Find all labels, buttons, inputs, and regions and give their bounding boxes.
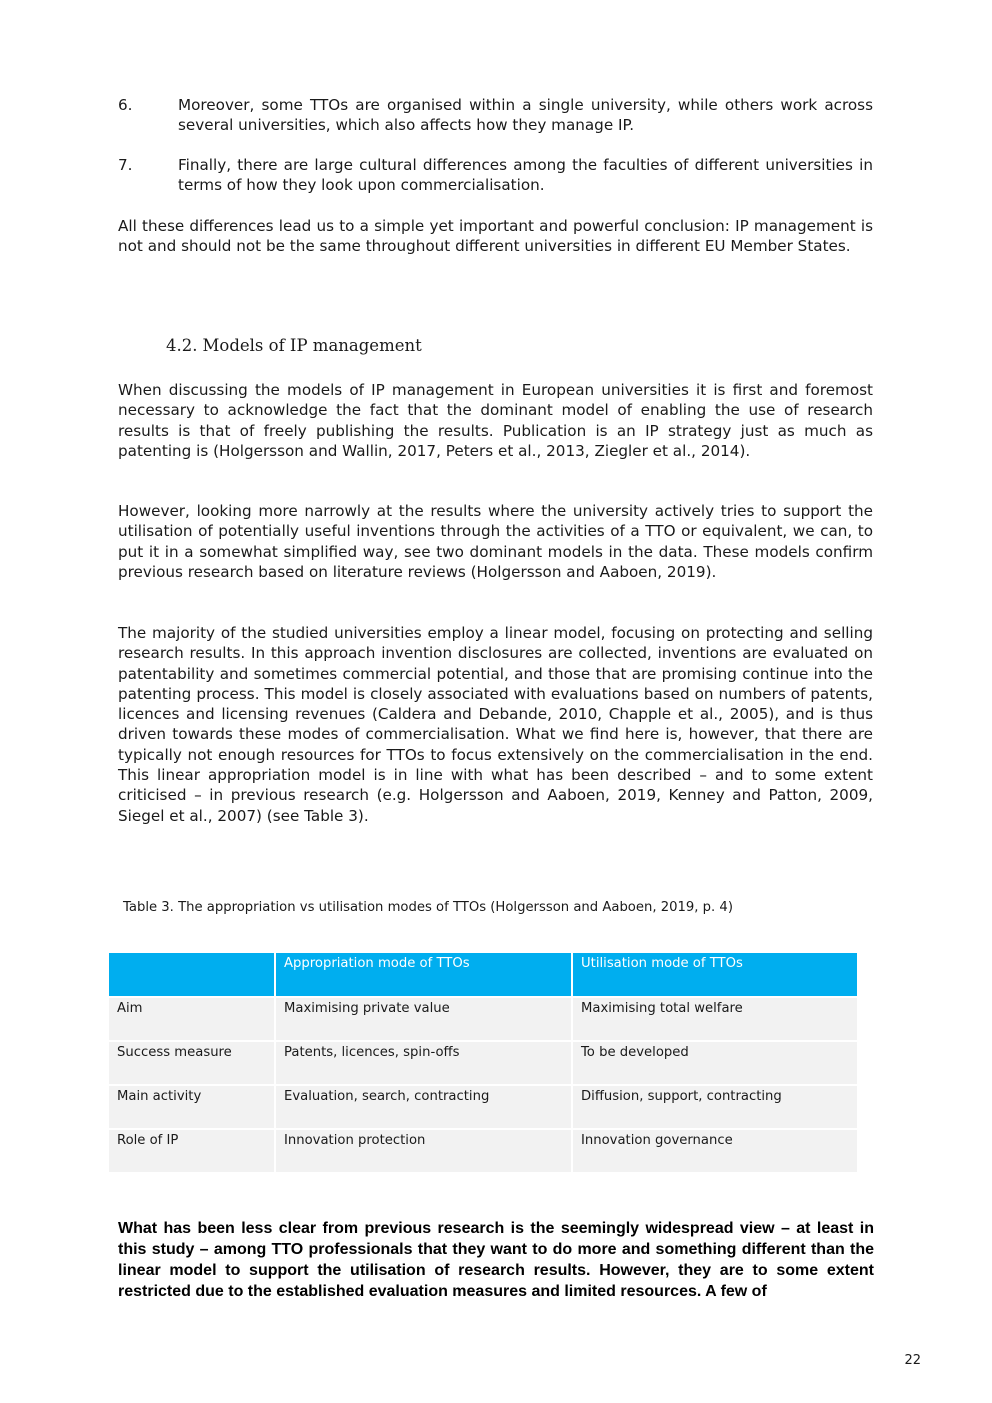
list-item-number: 6.: [118, 96, 133, 114]
body-paragraph: The majority of the studied universities employ a linear model, focusing on protecting and selling research results. In this approach invention disclosures are collected, inventions are evaluated on patentability and sometimes commercial potential, and those that are promising continue into the patenting process. This model is closely associated with evaluations based on numbers of patents, licences and licensing revenues (Caldera and Debande, 2010, Chapple et al., 2005), and is thus driven towards these modes of commercialisation. What we find here is, however, that there are typically not enough resources for TTOs to focus extensively on the commercialisation in the end. This linear appropriation model is in line with what has been described – and to some extent criticised – in previous research (e.g. Holgersson and Aaboen, 2019, Kenney and Patton, 2009, Siegel et al., 2007) (see Table 3).: [118, 624, 873, 825]
body-paragraph: When discussing the models of IP management in European universities it is first and foremost necessary to acknowledge the fact that the dominant model of enabling the use of research results is that of freely publishing the results. Publication is an IP strategy just as much as patenting is (Holgersson and Wallin, 2017, Peters et al., 2013, Ziegler et al., 2014).: [118, 381, 873, 460]
table-cell: Innovation governance: [572, 1129, 858, 1173]
section-title: Models of IP management: [202, 336, 422, 355]
list-item: [118, 155, 873, 196]
page-number: 22: [904, 1353, 921, 1368]
list-item: [118, 95, 873, 136]
table-header-cell: Utilisation mode of TTOs: [572, 953, 858, 997]
list-item-text: Finally, there are large cultural differences among the faculties of different universities in terms of how they look upon commercialisation.: [178, 156, 873, 195]
table-cell: Maximising total welfare: [572, 997, 858, 1041]
table-header-cell: [109, 953, 275, 997]
list-item-text: Moreover, some TTOs are organised within a single university, while others work across several universities, which also affects how they manage IP.: [178, 96, 873, 135]
table-row: [109, 1129, 858, 1173]
table-row-label: Role of IP: [109, 1129, 275, 1173]
body-paragraph: However, looking more narrowly at the results where the university actively tries to support the utilisation of potentially useful inventions through the activities of a TTO or equivalent, we can, to put it in a somewhat simplified way, see two dominant models in the data. These models confirm previous research based on literature reviews (Holgersson and Aaboen, 2019).: [118, 502, 873, 581]
table-cell: Maximising private value: [275, 997, 572, 1041]
table-caption: Table 3. The appropriation vs utilisation modes of TTOs (Holgersson and Aaboen, 2019, p. 4): [123, 900, 733, 915]
table-cell: To be developed: [572, 1041, 858, 1085]
table-header-row: [109, 953, 858, 997]
table-row: [109, 1041, 858, 1085]
table-cell: Evaluation, search, contracting: [275, 1085, 572, 1129]
table-cell: Innovation protection: [275, 1129, 572, 1173]
section-heading: [166, 336, 422, 355]
table-row-label: Success measure: [109, 1041, 275, 1085]
bold-paragraph: What has been less clear from previous research is the seemingly widespread view – at least in this study – among TTO professionals that they want to do more and something different than the linear model to support the utilisation of research results. However, they are to some extent restricted due to the established evaluation measures and limited resources. A few of: [118, 1220, 874, 1300]
table-row: [109, 997, 858, 1041]
conclusion-paragraph: All these differences lead us to a simple yet important and powerful conclusion: IP management is not and should not be the same throughout different universities in different EU Member States.: [118, 217, 873, 256]
section-number: 4.2.: [166, 336, 198, 355]
table-row: [109, 1085, 858, 1129]
table-cell: Patents, licences, spin-offs: [275, 1041, 572, 1085]
table-row-label: Main activity: [109, 1085, 275, 1129]
list-item-number: 7.: [118, 156, 133, 174]
comparison-table: [109, 953, 859, 1174]
table-header-cell: Appropriation mode of TTOs: [275, 953, 572, 997]
table-row-label: Aim: [109, 997, 275, 1041]
table-cell: Diffusion, support, contracting: [572, 1085, 858, 1129]
